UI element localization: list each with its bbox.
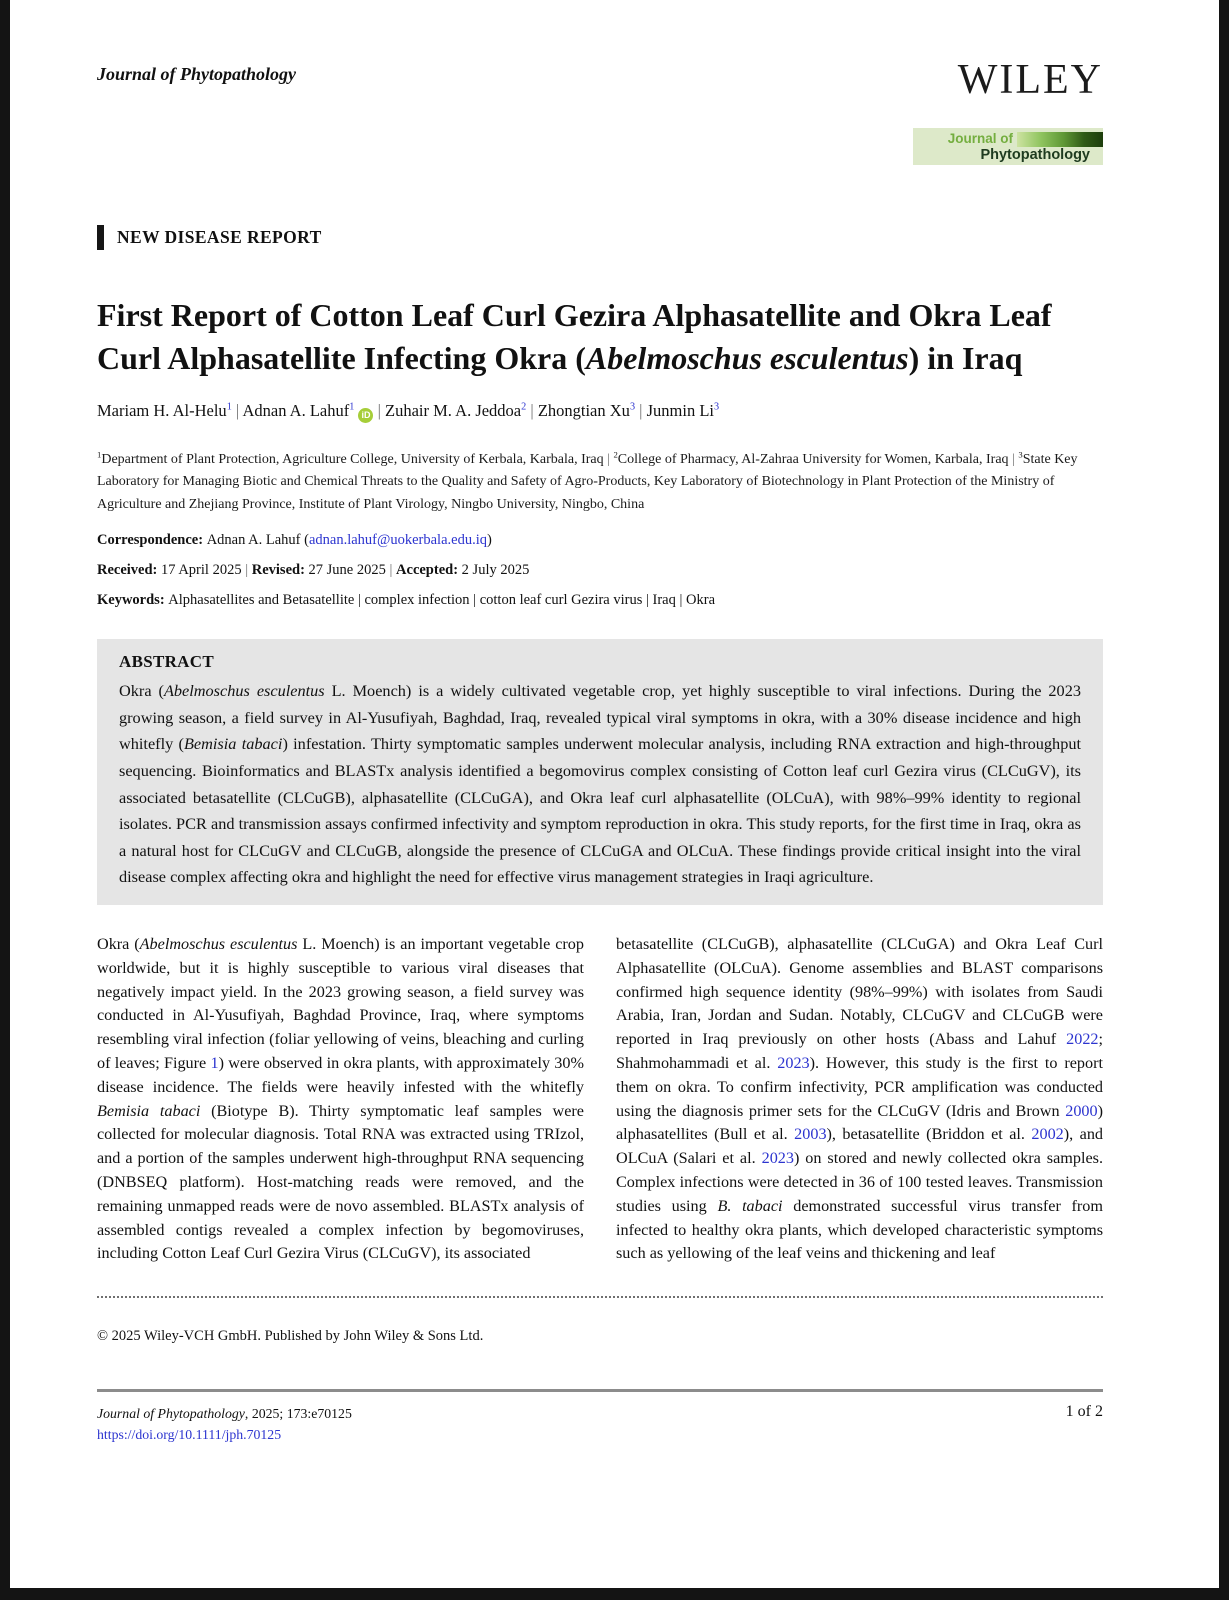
orcid-icon[interactable]: iD: [358, 408, 373, 423]
text-segment: ) infestation. Thirty symptomatic samples underwent molecular analysis, including RNA extraction and high-throughput sequencing. Bioinformatics and BLASTx analysis identified a begomovirus complex consisting of Cotton leaf curl Gezira virus (CLCuGV), its associated betasatellite (CLCuGB), alphasatellite (CLCuGA), and Okra leaf curl alphasatellite (OLCuA), with 98%–99% identity to regional isolates. PCR and transmission assays confirmed infectivity and symptom reproduction in okra. This study reports, for the first time in Iraq, okra as a natural host for CLCuGV and CLCuGB, alongside the presence of CLCuGA and OLCuA. These findings provide critical insight into the viral disease complex affecting okra and highlight the need for effective virus management strategies in Iraqi agriculture.: [119, 734, 1081, 887]
page-footer: [97, 1403, 1103, 1445]
text-segment: 2 July 2025: [461, 562, 530, 579]
keywords-line: [97, 592, 1103, 609]
text-segment: Alphasatellites and Betasatellite | complex infection | cotton leaf curl Gezira virus | Iraq | Okra: [168, 592, 715, 609]
text-segment: ) on stored and newly collected okra samples. Complex infections were detected in 36 of 100 tested leaves. Transmission studies using: [616, 1149, 1104, 1215]
abstract-box: [97, 639, 1103, 905]
article-title: [97, 294, 1087, 379]
text-segment: Okra (: [97, 935, 140, 954]
affiliation-sup-link[interactable]: 1: [349, 401, 355, 413]
text-segment: Received:: [97, 562, 162, 579]
body-column-right: [616, 933, 1103, 1266]
text-segment: |: [231, 401, 243, 420]
citation-link[interactable]: 2002: [1031, 1125, 1064, 1144]
text-segment: Adnan A. Lahuf: [242, 401, 350, 420]
text-segment: First Report of Cotton Leaf Curl Gezira Alphasatellite and Okra Leaf Curl Alphasatellite Infecting Okra (: [97, 297, 1052, 376]
section-marker-bar: [97, 225, 104, 250]
citation-block: [97, 1403, 352, 1445]
text-segment: Accepted:: [396, 562, 462, 579]
text-segment: Mariam H. Al-Helu: [97, 401, 227, 420]
journal-cover-image: [1017, 132, 1103, 147]
text-segment: ): [487, 532, 492, 549]
journal-running-head: Journal of Phytopathology: [97, 64, 297, 84]
correspondence-line: [97, 532, 1103, 549]
text-segment: ; Shahmohammadi et al.: [616, 1030, 1103, 1073]
article-body: [97, 933, 1103, 1266]
text-segment: Zuhair M. A. Jeddoa: [385, 401, 522, 420]
article-page: [10, 0, 1219, 1588]
text-segment: College of Pharmacy, Al-Zahraa University for Women, Karbala, Iraq: [617, 451, 1009, 467]
text-segment: |: [385, 562, 397, 579]
badge-prefix-label: Journal of: [947, 131, 1013, 146]
citation-link[interactable]: 2022: [1066, 1030, 1099, 1049]
article-type-row: [97, 225, 1103, 250]
page-number: 1 of 2: [1065, 1403, 1103, 1421]
text-segment: Adnan A. Lahuf (: [206, 532, 309, 549]
text-segment: ) were observed in okra plants, with approximately 30% disease incidence. The fields were heavily infested with the whitefly: [97, 1054, 584, 1096]
wiley-logo: WILEY: [957, 57, 1103, 103]
footer-rule: [97, 1389, 1103, 1392]
text-segment: |: [635, 401, 647, 420]
text-segment: Department of Plant Protection, Agriculture College, University of Kerbala, Karbala, Iraq: [101, 451, 604, 467]
text-segment: 27 June 2025: [308, 562, 386, 579]
text-segment: Abelmoschus esculentus: [585, 339, 909, 376]
text-segment: demonstrated successful virus transfer from infected to healthy okra plants, which developed characteristic symptoms such as yellowing of the leaf veins and thickening and leaf: [616, 1196, 1103, 1263]
badge-top-row: [913, 131, 1103, 147]
citation-link[interactable]: 2023: [777, 1054, 810, 1073]
text-segment: Keywords:: [97, 592, 169, 609]
footnote-divider: [97, 1296, 1103, 1298]
article-type-label: NEW DISEASE REPORT: [117, 227, 322, 247]
text-segment: Revised:: [251, 562, 309, 579]
text-segment: betasatellite (CLCuGB), alphasatellite (CLCuGA) and Okra Leaf Curl Alphasatellite (OLCuA). Genome assemblies and BLAST comparisons confirmed high sequence identity (98%–99%) with isolates from Saudi Arabia, Iran, Jordan and Sudan. Notably, CLCuGV and CLCuGB were reported in Iraq previously on other hosts (Abass and Lahuf: [616, 935, 1103, 1049]
text-segment: ). However, this study is the first to report them on okra. To confirm infectivity, PCR amplification was conducted using the diagnosis primer sets for the CLCuGV (Idris and Brown: [616, 1054, 1103, 1120]
affiliation-sup-link[interactable]: 3: [714, 401, 720, 413]
text-segment: ) alphasatellites (Bull et al.: [616, 1101, 1103, 1144]
journal-citation: [97, 1403, 352, 1424]
text-segment: Abelmoschus esculentus: [139, 935, 298, 954]
badge-journal-name: Phytopathology: [980, 147, 1090, 163]
doi-link[interactable]: https://doi.org/10.1111/jph.70125: [97, 1427, 282, 1443]
text-segment: L. Moench) is a widely cultivated vegetable crop, yet highly susceptible to viral infections. During the 2023 growing season, a field survey in Al-Yusufiyah, Baghdad, Iraq, revealed typical viral symptoms in okra, with a 30% disease incidence and high whitefly (: [119, 681, 1081, 754]
abstract-text: [119, 678, 1081, 891]
journal-cover-badge: [913, 128, 1103, 165]
text-segment: Bemisia tabaci: [97, 1101, 201, 1120]
text-segment: Journal of Phytopathology: [97, 1406, 245, 1422]
text-segment: 2: [613, 448, 618, 459]
text-segment: 17 April 2025: [161, 562, 242, 579]
text-segment: 3: [1018, 448, 1023, 459]
text-segment: L. Moench) is an important vegetable crop worldwide, but it is highly susceptible to various viral diseases that negatively impact yield. In the 2023 growing season, a field survey was conducted in Al-Yusufiyah, Baghdad Province, Iraq, where symptoms resembling viral infection (foliar yellowing of veins, bleaching and curling of leaves; Figure: [97, 935, 584, 1073]
abstract-heading: ABSTRACT: [119, 652, 214, 672]
text-segment: Junmin Li: [646, 401, 714, 420]
citation-link[interactable]: 2000: [1065, 1101, 1098, 1120]
text-segment: State Key Laboratory for Managing Biotic and Chemical Threats to the Quality and Safety of Agro-Products, Key Laboratory of Biotechnology in Plant Protection of the Ministry of Agriculture and Zhejiang Province, Institute of Plant Virology, Ningbo University, Ningbo, China: [97, 451, 1078, 512]
masthead: [97, 58, 1103, 165]
text-segment: , 2025; 173:e70125: [244, 1406, 352, 1422]
text-segment: Bemisia tabaci: [183, 734, 283, 754]
text-segment: |: [373, 401, 386, 420]
text-segment: Zhongtian Xu: [537, 401, 630, 420]
text-segment: ), betasatellite (Briddon et al.: [826, 1125, 1032, 1144]
publisher-block: [913, 58, 1103, 165]
affiliation-sup-link[interactable]: 3: [629, 401, 636, 413]
author-list: [97, 401, 1103, 423]
text-segment: ) in Iraq: [908, 339, 1023, 376]
text-segment: Correspondence:: [97, 532, 207, 549]
citation-link[interactable]: 2023: [761, 1149, 794, 1168]
text-segment: ), and OLCuA (Salari et al.: [616, 1125, 1104, 1168]
text-segment: Okra (: [119, 681, 164, 701]
correspondence-email-link[interactable]: adnan.lahuf@uokerbala.edu.iq: [308, 532, 487, 549]
history-dates-line: [97, 562, 1103, 579]
text-segment: |: [241, 562, 252, 579]
text-segment: B. tabaci: [717, 1196, 783, 1215]
text-segment: (Biotype B). Thirty symptomatic leaf samples were collected for molecular diagnosis. Total RNA was extracted using TRIzol, and a portion of the samples underwent high-throughput RNA sequencing (DNBSEQ platform). Host-matching reads were removed, and the remaining unmapped reads were de novo assembled. BLASTx analysis of assembled contigs revealed a complex infection by begomoviruses, including Cotton Leaf Curl Gezira Virus (CLCuGV), its associated: [97, 1101, 584, 1263]
text-segment: Abelmoschus esculentus: [163, 681, 325, 701]
text-segment: |: [526, 401, 538, 420]
text-segment: |: [603, 451, 614, 467]
affiliation-sup-link[interactable]: 1: [226, 401, 232, 413]
affiliation-sup-link[interactable]: 2: [521, 401, 527, 413]
copyright-line: © 2025 Wiley-VCH GmbH. Published by John Wiley & Sons Ltd.: [97, 1328, 484, 1345]
affiliations: [97, 449, 1087, 517]
citation-link[interactable]: 2003: [794, 1125, 827, 1144]
text-segment: 1: [97, 448, 102, 459]
figure-1-link[interactable]: 1: [210, 1054, 219, 1073]
text-segment: |: [1008, 451, 1019, 467]
body-column-left: [97, 933, 584, 1266]
